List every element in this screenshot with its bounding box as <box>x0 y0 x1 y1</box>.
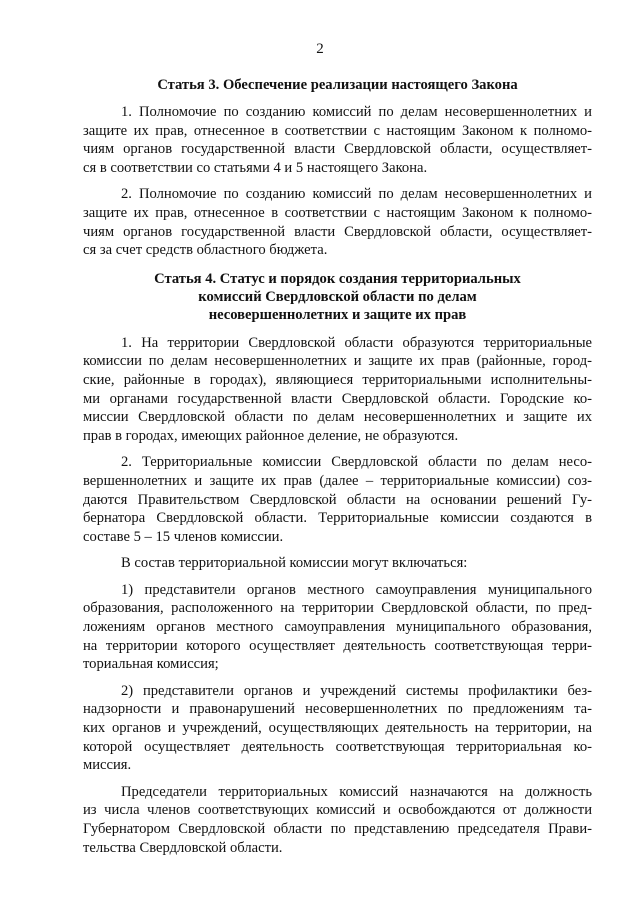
text-line: бернатора Свердловской области. Территориальные комиссии создаются в <box>83 510 592 527</box>
text-line: ториальная комиссия; <box>83 656 219 673</box>
article-4-title <box>83 270 592 324</box>
text-line: тельства Свердловской области. <box>83 839 283 856</box>
text-line: комиссии по делам несовершеннолетних и защите их прав (районные, город- <box>83 353 592 370</box>
text-line: Председатели территориальных комиссий назначаются на должность <box>121 783 592 800</box>
article-3-title: Статья 3. Обеспечение реализации настоящего Закона <box>157 77 518 93</box>
text-line: 1) представители органов местного самоуправления муниципального <box>121 581 592 598</box>
text-line: ся в соответствии со статьями 4 и 5 настоящего Закона. <box>83 159 428 176</box>
page-number: 2 <box>316 41 324 57</box>
text-line: 1. Полномочие по созданию комиссий по делам несовершеннолетних и <box>121 104 592 120</box>
article-4-paragraph-3 <box>83 554 592 573</box>
text-line: даются Правительством Свердловской области на основании решений Гу- <box>83 491 592 508</box>
text-line: 2. Территориальные комиссии Свердловской области по делам несо- <box>121 454 592 471</box>
article-4-paragraph-1 <box>83 334 592 446</box>
text-line: 2) представители органов и учреждений системы профилактики без- <box>121 682 592 699</box>
text-line: вершеннолетних и защите их прав (далее – территориальные комиссии) соз- <box>83 472 592 489</box>
text-line: надзорности и правонарушений несовершеннолетних по предложениям та- <box>83 701 592 718</box>
text-line: составе 5 – 15 членов комиссии. <box>83 528 284 545</box>
text-line: защите их прав, отнесенное в соответствии с настоящим Законом к полномо- <box>83 122 592 139</box>
text-line: миссии Свердловской области по делам несовершеннолетних и защите их <box>83 409 592 426</box>
text-line: миссия. <box>83 757 132 774</box>
document-body <box>83 76 592 857</box>
text-line: ких органов и учреждений, осуществляющих деятельность на территории, на <box>83 720 592 737</box>
text-line: ские, районные в городах), являющиеся территориальными исполнительны- <box>83 371 592 388</box>
text-line: Губернатором Свердловской области по представлению председателя Прави- <box>83 821 592 837</box>
text-line: 1. На территории Свердловской области образуются территориальные <box>121 334 592 351</box>
article-4-title-line: Статья 4. Статус и порядок создания территориальных <box>154 270 521 287</box>
text-line: В состав территориальной комиссии могут включаться: <box>121 555 468 572</box>
article-4-item-2 <box>83 682 592 775</box>
article-3-paragraph-1 <box>83 103 592 177</box>
text-line: ложениям органов местного самоуправления муниципального образования, <box>83 619 592 636</box>
text-line: прав в городах, имеющих районное деление, не образуются. <box>83 427 459 444</box>
text-line: на территории которого осуществляет деятельность соответствующая терри- <box>83 637 592 654</box>
article-4-paragraph-2 <box>83 453 592 546</box>
text-line: чиям органов государственной власти Свердловской области, осуществляет- <box>83 141 592 158</box>
text-line: чиям органов государственной власти Свердловской области, осуществляет- <box>83 223 592 240</box>
text-line: ми органами государственной власти Свердловской области. Городские ко- <box>83 390 592 407</box>
article-4-item-1 <box>83 581 592 674</box>
article-4-paragraph-chairs <box>83 783 592 857</box>
text-line: ся за счет средств областного бюджета. <box>83 242 328 259</box>
article-4-title-line: комиссий Свердловской области по делам <box>198 288 477 305</box>
text-line: из числа членов соответствующих комиссий и освобождаются от должности <box>83 802 592 819</box>
text-line: защите их прав, отнесенное в соответствии с настоящим Законом к полномо- <box>83 204 592 221</box>
article-4-title-line: несовершеннолетних и защите их прав <box>208 306 467 323</box>
text-line: 2. Полномочие по созданию комиссий по делам несовершеннолетних и <box>121 186 592 203</box>
article-3-paragraph-2 <box>83 185 592 259</box>
text-line: которой осуществляет деятельность соответствующая территориальная ко- <box>83 738 592 755</box>
text-line: образования, расположенного на территории Свердловской области, по пред- <box>83 600 592 617</box>
